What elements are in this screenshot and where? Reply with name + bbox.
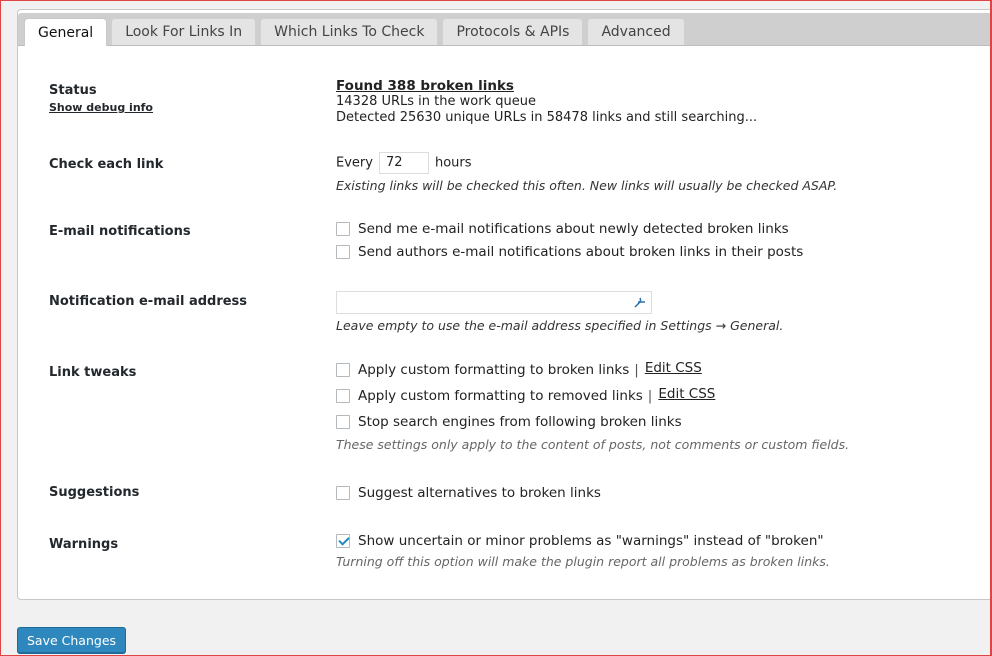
hours-label: hours [434,155,472,171]
notification-email-input[interactable] [336,291,652,314]
format-removed-checkbox[interactable] [336,389,350,403]
status-label: Status [49,83,97,98]
notify-me-checkbox[interactable] [336,222,350,236]
notification-email-description: Leave empty to use the e-mail address specified in Settings → General. [336,318,784,333]
status-title[interactable]: Found 388 broken links [336,78,514,94]
notify-authors-checkbox[interactable] [336,245,350,259]
warnings-option[interactable] [336,533,824,549]
check-interval-input[interactable]: 72 [379,152,429,174]
show-debug-info-link[interactable]: Show debug info [49,101,153,114]
status-detected: Detected 25630 unique URLs in 58478 links and still searching... [336,110,758,125]
nofollow-option[interactable] [336,414,682,430]
suggest-alternatives-checkbox[interactable] [336,486,350,500]
check-each-link-label: Check each link [49,157,164,172]
format-broken-option[interactable] [336,362,702,378]
edit-css-broken-link[interactable]: Edit CSS [644,360,702,376]
notify-me-option[interactable] [336,221,789,237]
tab-bar [18,13,992,46]
warnings-description: Turning off this option will make the plugin report all problems as broken links. [336,554,830,569]
status-queue: 14328 URLs in the work queue [336,94,536,109]
tab-which-links-to-check[interactable]: Which Links To Check [260,18,438,45]
nofollow-label[interactable]: Stop search engines from following broken links [358,414,682,430]
separator: | [634,362,639,378]
nofollow-checkbox[interactable] [336,415,350,429]
every-label: Every [336,155,373,171]
notify-authors-label[interactable]: Send authors e-mail notifications about broken links in their posts [358,244,804,260]
separator: | [647,388,653,404]
notify-authors-option[interactable] [336,244,803,260]
tab-protocols-apis[interactable]: Protocols & APIs [442,18,583,45]
link-tweaks-label: Link tweaks [49,365,137,380]
format-removed-label[interactable]: Apply custom formatting to removed links [358,388,643,404]
suggest-alternatives-label[interactable]: Suggest alternatives to broken links [358,485,601,501]
check-interval-row [336,152,472,174]
notify-me-label[interactable]: Send me e-mail notifications about newly detected broken links [358,221,789,237]
format-broken-checkbox[interactable] [336,363,350,377]
edit-css-removed-link[interactable]: Edit CSS [658,386,716,402]
format-removed-option[interactable] [336,388,715,404]
tab-advanced[interactable]: Advanced [587,18,684,45]
email-notifications-label: E-mail notifications [49,224,191,239]
warnings-checkbox[interactable] [336,534,350,548]
warnings-option-label[interactable]: Show uncertain or minor problems as "warnings" instead of "broken" [358,533,824,549]
tab-look-for-links-in[interactable]: Look For Links In [111,18,256,45]
tab-general[interactable]: General [24,18,107,46]
save-changes-button[interactable]: Save Changes [17,627,126,653]
link-tweaks-description: These settings only apply to the content of posts, not comments or custom fields. [336,437,850,452]
autofill-key-icon[interactable] [633,295,647,309]
suggest-alternatives-option[interactable] [336,485,601,501]
suggestions-label: Suggestions [49,485,140,500]
check-interval-description: Existing links will be checked this often. New links will usually be checked ASAP. [336,178,838,193]
settings-panel [17,9,992,600]
notification-email-label: Notification e-mail address [49,294,248,309]
format-broken-label[interactable]: Apply custom formatting to broken links [358,362,630,378]
warnings-label: Warnings [49,537,119,552]
